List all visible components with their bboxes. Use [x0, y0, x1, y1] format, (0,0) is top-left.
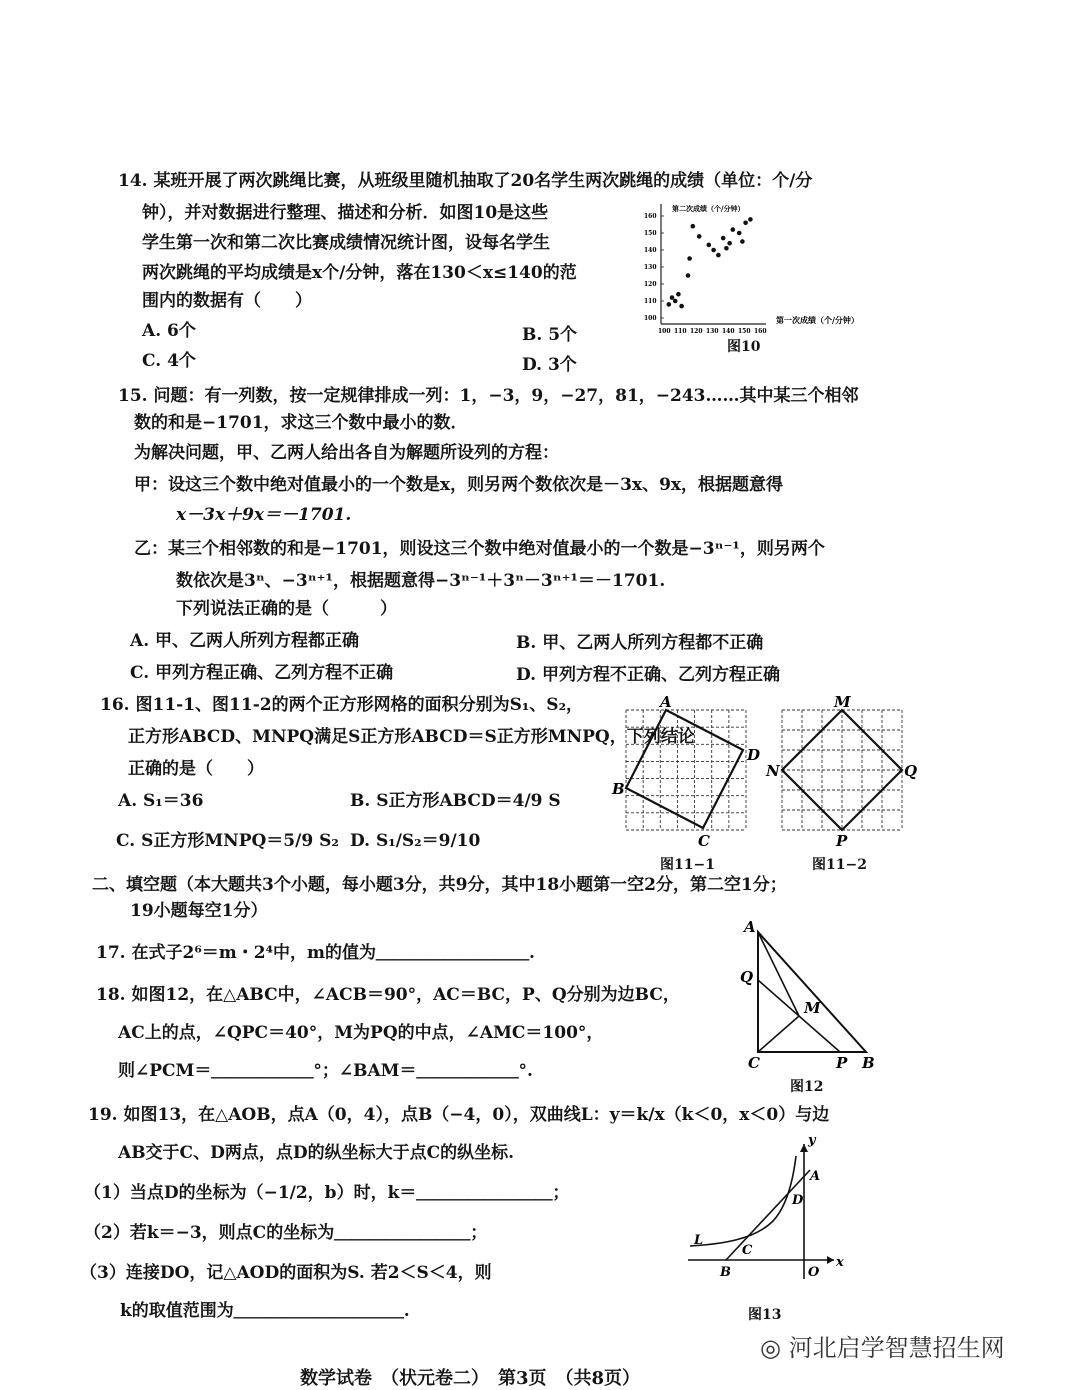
x-tick-label: 120	[690, 328, 703, 335]
page-footer: 数学试卷 （状元卷二） 第3页 （共8页）	[300, 1368, 641, 1389]
x-axis-label: 第一次成绩（个/分钟）	[776, 315, 859, 325]
label-l: L	[694, 1233, 704, 1248]
q14-option-b: B. 5个	[522, 325, 578, 345]
scatter-point	[691, 224, 696, 229]
label-p: P	[836, 1054, 848, 1070]
q15-line2: 数的和是−1701，求这三个数中最小的数．	[134, 413, 468, 433]
figure-12-caption: 图12	[790, 1079, 824, 1095]
label-b: B	[612, 780, 625, 798]
q14-line3: 学生第一次和第二次比赛成绩情况统计图，设每名学生	[142, 233, 550, 253]
scatter-point	[727, 241, 732, 246]
scatter-point	[697, 234, 702, 239]
scatter-point	[748, 217, 753, 222]
label-p: P	[836, 832, 848, 850]
section2-line2: 19小题每空1分）	[130, 901, 268, 921]
y-tick-label: 150	[644, 230, 657, 237]
q19-line1: 19. 如图13，在△AOB，点A（0，4），点B（−4，0），双曲线L：y＝k/x（k＜0，x＜0）与边	[88, 1105, 830, 1125]
y-tick-label: 140	[644, 247, 657, 254]
scatter-point	[740, 239, 745, 244]
q16-option-b: B. S正方形ABCD＝4/9 S	[350, 791, 561, 811]
q14-option-a: A. 6个	[142, 321, 196, 341]
wechat-icon: ◎	[760, 1334, 781, 1362]
triangle-abc	[758, 932, 866, 1052]
scatter-point	[737, 231, 742, 236]
q15-option-c: C. 甲列方程正确、乙列方程不正确	[130, 663, 394, 683]
x-tick-label: 150	[738, 328, 751, 335]
label-a: A	[660, 694, 672, 711]
q16-option-c: C. S正方形MNPQ＝5/9 S₂	[116, 831, 339, 851]
y-tick-label: 160	[644, 213, 657, 220]
figure-11-2-caption: 图11−2	[812, 857, 867, 873]
q15-line1: 15. 问题：有一列数，按一定规律排成一列：1，−3，9，−27，81，−243……其中某三个相邻	[118, 386, 859, 406]
y-tick-label: 100	[644, 315, 657, 322]
scatter-point	[679, 304, 684, 309]
x-tick-label: 130	[706, 328, 719, 335]
q18-line2: AC上的点，∠QPC＝40°，M为PQ的中点，∠AMC＝100°，	[118, 1023, 604, 1043]
x-tick-label: 100	[658, 328, 671, 335]
q18-line3: 则∠PCM＝＿＿＿＿＿＿°；∠BAM＝＿＿＿＿＿＿°.	[118, 1061, 533, 1081]
scatter-point	[687, 256, 692, 261]
q14-line1: 14. 某班开展了两次跳绳比赛，从班级里随机抽取了20名学生两次跳绳的成绩（单位：个/分	[118, 171, 813, 191]
x-tick-label: 110	[674, 328, 687, 335]
label-y: y	[808, 1134, 816, 1148]
label-o: O	[808, 1265, 820, 1280]
segment-am	[758, 932, 799, 1016]
scatter-point	[667, 302, 672, 307]
label-d: D	[792, 1193, 804, 1208]
q19-part1: （1）当点D的坐标为（−1/2，b）时，k＝＿＿＿＿＿＿＿＿；	[84, 1183, 570, 1203]
q14-line2: 钟），并对数据进行整理、描述和分析．如图10是这些	[142, 203, 549, 223]
y-axis-label: 第二次成绩（个/分钟）	[672, 204, 745, 213]
label-q: Q	[740, 968, 754, 986]
label-n: N	[766, 762, 780, 780]
q16-line1: 16. 图11-1、图11-2的两个正方形网格的面积分别为S₁、S₂，	[100, 695, 584, 715]
label-c: C	[698, 832, 710, 850]
x-tick-label: 160	[754, 328, 767, 335]
label-m: M	[804, 999, 821, 1017]
y-tick-label: 110	[644, 298, 657, 305]
label-m: M	[834, 694, 851, 711]
q15-line5: x－3x＋9x＝－1701.	[176, 505, 352, 525]
q15-line6: 乙：某三个相邻数的和是−1701，则设这三个数中绝对值最小的一个数是−3ⁿ⁻¹，则另两个	[134, 539, 825, 559]
q14-option-c: C. 4个	[142, 351, 196, 371]
label-b: B	[862, 1054, 875, 1070]
label-b: B	[720, 1265, 731, 1280]
q14-option-d: D. 3个	[522, 355, 577, 375]
q15-line7: 数依次是3ⁿ、−3ⁿ⁺¹，根据题意得−3ⁿ⁻¹＋3ⁿ－3ⁿ⁺¹＝－1701.	[176, 571, 666, 591]
q15-line4: 甲：设这三个数中绝对值最小的一个数是x，则另两个数依次是－3x、9x，根据题意得	[134, 475, 784, 495]
figure-10-caption: 图10	[727, 339, 761, 355]
scatter-point	[686, 273, 691, 278]
q16-line2: 正方形ABCD、MNPQ满足S正方形ABCD＝S正方形MNPQ，下列结论	[128, 727, 695, 747]
label-a: A	[810, 1169, 821, 1184]
q16-line3: 正确的是（ ）	[128, 759, 264, 779]
scatter-point	[673, 299, 678, 304]
grid-11-2	[782, 710, 902, 830]
x-axis-arrow	[827, 1256, 834, 1264]
q19-part2: （2）若k＝−3，则点C的坐标为＿＿＿＿＿＿＿＿；	[84, 1223, 488, 1243]
figure-11-1	[610, 694, 770, 854]
y-tick-label: 130	[644, 264, 657, 271]
q19-line2: AB交于C、D两点，点D的纵坐标大于点C的纵坐标.	[118, 1143, 515, 1163]
y-axis-arrow	[800, 1144, 808, 1152]
y-tick-label: 120	[644, 281, 657, 288]
section2-line1: 二、填空题（本大题共3个小题，每小题3分，共9分，其中18小题第一空2分，第二空1分；	[92, 875, 787, 895]
figure-10-scatter	[636, 196, 896, 336]
scatter-point	[743, 221, 748, 226]
scatter-point	[670, 295, 675, 300]
q16-option-d: D. S₁/S₂＝9/10	[350, 831, 481, 851]
scatter-point	[676, 292, 681, 297]
q18-line1: 18. 如图12，在△ABC中，∠ACB＝90°，AC＝BC，P、Q分别为边BC，	[96, 985, 680, 1005]
scatter-point	[716, 253, 721, 258]
scatter-point	[724, 246, 729, 251]
label-q: Q	[904, 762, 918, 780]
scatter-point	[721, 236, 726, 241]
label-c: C	[742, 1243, 753, 1258]
figure-12	[736, 920, 886, 1070]
q15-option-a: A. 甲、乙两人所列方程都正确	[130, 631, 360, 651]
figure-13	[684, 1134, 854, 1284]
q15-option-d: D. 甲列方程不正确、乙列方程正确	[516, 665, 780, 685]
watermark	[760, 1328, 1005, 1363]
watermark-text: 河北启学智慧招生网	[788, 1334, 1005, 1362]
q17-text: 17. 在式子2⁶＝m・2⁴中，m的值为＿＿＿＿＿＿＿＿＿.	[96, 943, 535, 963]
segment-cm	[758, 1016, 799, 1052]
q15-line3: 为解决问题，甲、乙两人给出各自为解题所设列的方程：	[134, 443, 559, 463]
q15-line8: 下列说法正确的是（ ）	[176, 599, 397, 619]
q19-part3-cont: k的取值范围为＿＿＿＿＿＿＿＿＿＿.	[120, 1301, 410, 1321]
segment-ab	[726, 1170, 810, 1260]
figure-13-caption: 图13	[748, 1307, 782, 1323]
q19-part3: （3）连接DO，记△AOD的面积为S. 若2＜S＜4，则	[80, 1263, 492, 1283]
x-tick-label: 140	[722, 328, 735, 335]
figure-11-1-caption: 图11−1	[660, 857, 715, 873]
q15-option-b: B. 甲、乙两人所列方程都不正确	[516, 633, 764, 653]
scatter-point	[711, 248, 716, 253]
q16-option-a: A. S₁＝36	[118, 791, 204, 811]
label-a: A	[744, 920, 756, 936]
q14-line5: 围内的数据有（ ）	[142, 291, 312, 311]
scatter-point	[707, 243, 712, 248]
q14-line4: 两次跳绳的平均成绩是x个/分钟，落在130＜x≤140的范	[142, 263, 577, 283]
label-c: C	[748, 1054, 760, 1070]
figure-11-2	[764, 694, 924, 854]
scatter-point	[731, 227, 736, 232]
label-x: x	[836, 1255, 844, 1270]
grid-11-1	[626, 710, 746, 830]
scatter-chart	[636, 196, 896, 336]
label-d: D	[747, 746, 761, 764]
